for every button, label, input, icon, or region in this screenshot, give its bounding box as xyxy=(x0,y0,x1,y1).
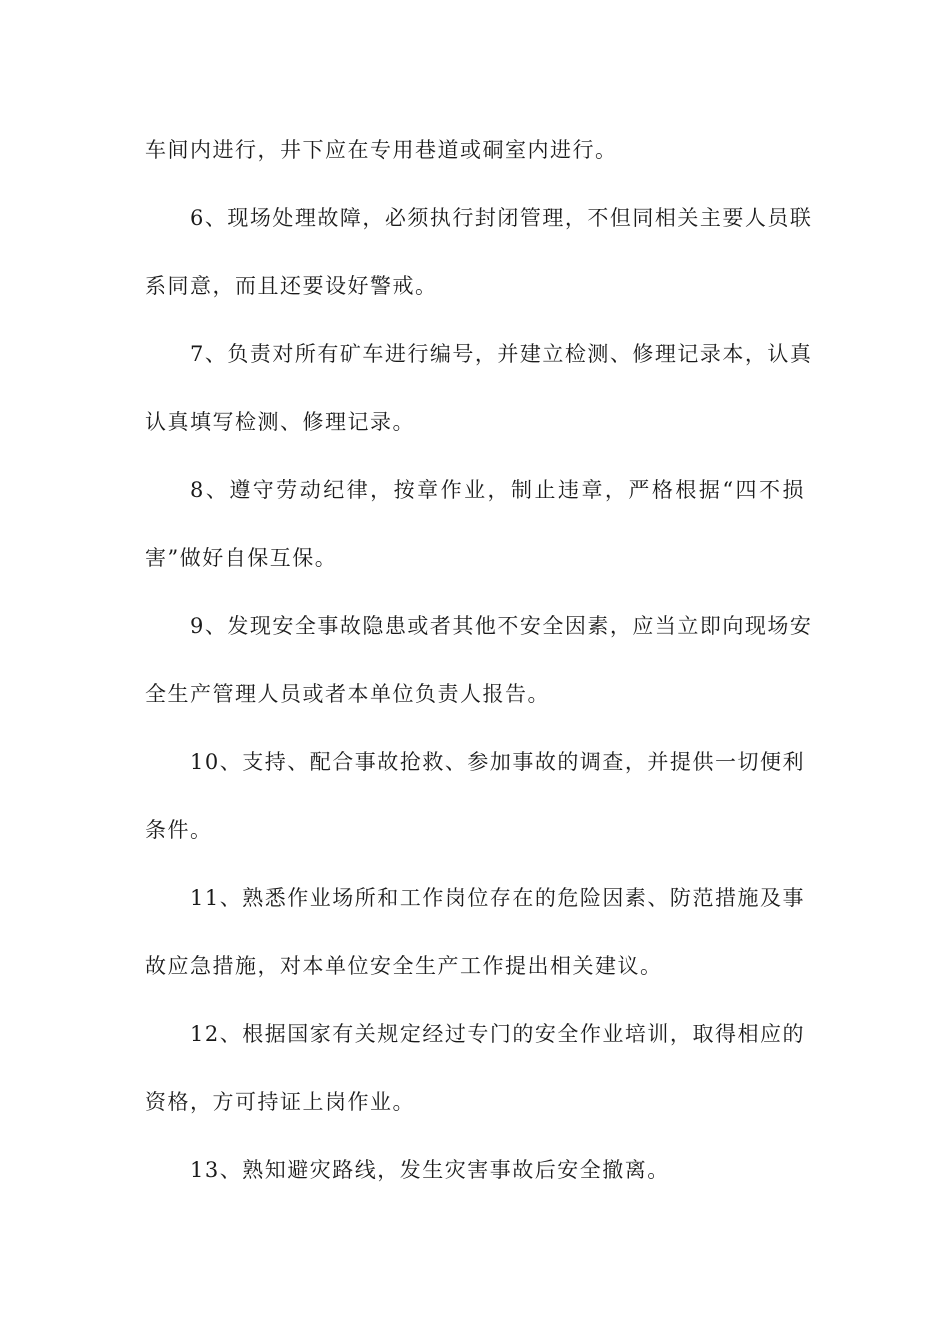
item-11-line-1: 11、熟悉作业场所和工作岗位存在的危险因素、防范措施及事 xyxy=(190,886,805,910)
item-10-line-1: 10、支持、配合事故抢救、参加事故的调查，并提供一切便利 xyxy=(190,750,805,774)
item-9-line-2: 全生产管理人员或者本单位负责人报告。 xyxy=(145,682,550,706)
item-6-line-2: 系同意，而且还要设好警戒。 xyxy=(145,274,438,298)
item-8-line-2: 害”做好自保互保。 xyxy=(145,546,338,570)
item-6-line-1: 6、现场处理故障，必须执行封闭管理，不但同相关主要人员联 xyxy=(190,206,813,230)
item-12-line-2: 资格，方可持证上岗作业。 xyxy=(145,1090,415,1114)
item-10-line-2: 条件。 xyxy=(145,818,213,842)
item-12-line-1: 12、根据国家有关规定经过专门的安全作业培训，取得相应的 xyxy=(190,1022,805,1046)
text-line-1: 车间内进行，井下应在专用巷道或硐室内进行。 xyxy=(145,138,618,162)
item-9-line-1: 9、发现安全事故隐患或者其他不安全因素，应当立即向现场安 xyxy=(190,614,813,638)
item-13-line-1: 13、熟知避灾路线，发生灾害事故后安全撤离。 xyxy=(190,1158,670,1182)
item-11-line-2: 故应急措施，对本单位安全生产工作提出相关建议。 xyxy=(145,954,663,978)
item-7-line-2: 认真填写检测、修理记录。 xyxy=(145,410,415,434)
item-7-line-1: 7、负责对所有矿车进行编号，并建立检测、修理记录本，认真 xyxy=(190,342,813,366)
item-8-line-1: 8、遵守劳动纪律，按章作业，制止违章，严格根据“四不损 xyxy=(190,478,805,502)
